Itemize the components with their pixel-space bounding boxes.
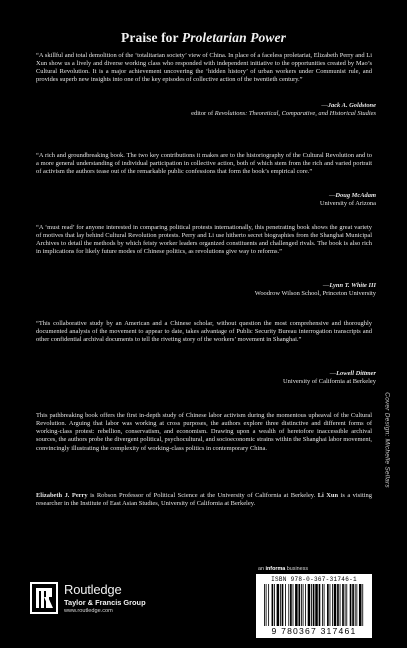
barcode-bar	[264, 584, 265, 626]
barcode-bar	[277, 584, 280, 626]
praise-heading	[0, 30, 407, 46]
review-attribution-2	[320, 192, 376, 208]
barcode-bar	[295, 584, 298, 626]
barcode-bar	[346, 584, 347, 626]
barcode-bar	[290, 584, 292, 626]
barcode-bar	[345, 584, 346, 626]
barcode-bar	[319, 584, 321, 626]
reviewer-name-1: —Jack A. Goldstone	[321, 102, 376, 109]
reviewer-affiliation-4: University of California at Berkeley	[283, 378, 376, 386]
praise-heading-prefix: Praise for	[121, 30, 182, 45]
barcode-bar	[337, 584, 339, 626]
barcode-bar	[324, 584, 325, 626]
barcode-bar	[340, 584, 341, 626]
publisher-logo	[30, 580, 180, 620]
review-attribution-4	[283, 370, 376, 386]
barcode-bar	[315, 584, 318, 626]
isbn-text: ISBN 978-0-367-31746-1	[271, 576, 357, 583]
review-quote-2: “A rich and groundbreaking book. The two key contributions it makes are to the historiography of the Cultural Revolution and to a more general understanding of individual participation in collective action, both of which stem from the rich and varied portrait of activism the authors tease out of the remarkable public confessions that form the book’s empirical core.”	[36, 152, 372, 176]
reviewer-name-4: —Lowell Dittmer	[329, 370, 376, 377]
reviewer-name-3: —Lynn T. White III	[322, 282, 376, 289]
reviewer-affiliation-1: editor of Revolutions: Theoretical, Comparative, and Historical Studies	[191, 110, 376, 118]
barcode-bars	[264, 584, 364, 626]
barcode-bar	[268, 584, 269, 626]
informa-business-tag: an informa business	[258, 566, 309, 572]
barcode-bar	[313, 584, 315, 626]
reviewer-name-2: —Doug McAdam	[328, 192, 376, 199]
review-quote-3: “A ‘must read’ for anyone interested in comparing political protests internationally, this penetrating book shows the great variety of motives that lay behind Cultural Revolution protests. Perry and Li use hitherto secret biographies from the Shanghai Municipal Archives to detail the methods by which feisty worker leaders organized constituents and challenged rivals. The book is also rich in implications for likely future modes of Chinese politics, as revolutions give way to reforms.”	[36, 224, 372, 256]
barcode-bar	[311, 584, 312, 626]
barcode-bar	[282, 584, 284, 626]
routledge-logo-icon	[30, 582, 58, 614]
barcode-digits: 9 780367 317461	[271, 626, 357, 636]
barcode-bar	[288, 584, 289, 626]
cover-design-credit: Cover Design: Michelle Sellars	[383, 392, 391, 488]
barcode-bar	[272, 584, 274, 626]
barcode-bar	[280, 584, 281, 626]
barcode-bar	[298, 584, 300, 626]
reviewer-affiliation-3: Woodrow Wilson School, Princeton University	[254, 290, 376, 298]
book-title: Proletarian Power	[181, 30, 286, 45]
barcode-bar	[342, 584, 344, 626]
barcode-bar	[301, 584, 302, 626]
barcode-bar	[355, 584, 356, 626]
barcode-bar	[322, 584, 323, 626]
barcode-bar	[266, 584, 267, 626]
barcode-bar	[303, 584, 304, 626]
barcode-bar	[327, 584, 329, 626]
barcode-bar	[285, 584, 286, 626]
barcode-bar	[356, 584, 357, 626]
reviewer-affiliation-2: University of Arizona	[319, 200, 376, 208]
author-name-li: Li Xun	[317, 492, 339, 499]
barcode-bar	[274, 584, 275, 626]
barcode-bar	[350, 584, 352, 626]
barcode-bar	[334, 584, 337, 626]
barcode-bar	[352, 584, 354, 626]
barcode-bar	[330, 584, 331, 626]
isbn-barcode	[256, 574, 372, 638]
review-attribution-1	[191, 102, 376, 118]
author-name-perry: Elizabeth J. Perry	[36, 492, 88, 499]
author-bio: Elizabeth J. Perry is Robson Professor of Political Science at the University of California at Berkeley. Li Xun is a visiting researcher in the Institute of East Asian Studies, University of California at Berkeley.	[36, 492, 372, 508]
review-quote-4: “This collaborative study by an American and a Chinese scholar, without question the most comprehensive and thoroughly documented analysis of the movement to appear to date, takes advantage of Public Security Bureau interrogation transcripts and other confidential archival documents to tell the riveting story of the workers’ movement in Shanghai.”	[36, 320, 372, 344]
barcode-bar	[308, 584, 311, 626]
barcode-bar	[359, 584, 362, 626]
publisher-name: Routledge	[64, 582, 122, 597]
review-quote-1: “A skillful and total demolition of the ‘totalitarian society’ view of China. In place of a faceless proletariat, Elizabeth Perry and Li Xun show us a lively and diverse working class who responded with independent initiative to the opportunities created by Mao’s Cultural Revolution. It is a major achievement uncovering the ‘hidden history’ of urban workers under Communist rule, and provides superb new insights into one of the key episodes of collective action of the twentieth century.”	[36, 52, 372, 84]
book-description: This pathbreaking book offers the first in-depth study of Chinese labor activism during the momentous upheaval of the Cultural Revolution. Arguing that labor was working at cross purposes, the authors explore three distinctive and different forms of working-class protest: rebellion, conservatism, and economism. Drawing upon a wealth of heretofore inaccessible archival sources, the authors probe the divergent political, psychocultural, and socioeconomic strains within the Shanghai labor movement, convincingly illustrating the complexity of working-class politics in contemporary China.	[36, 412, 372, 452]
barcode-bar	[362, 584, 363, 626]
barcode-bar	[305, 584, 306, 626]
publisher-url: www.routledge.com	[64, 608, 113, 614]
publisher-group: Taylor & Francis Group	[64, 598, 146, 607]
barcode-bar	[332, 584, 333, 626]
review-attribution-3	[255, 282, 376, 298]
barcode-bar	[293, 584, 294, 626]
